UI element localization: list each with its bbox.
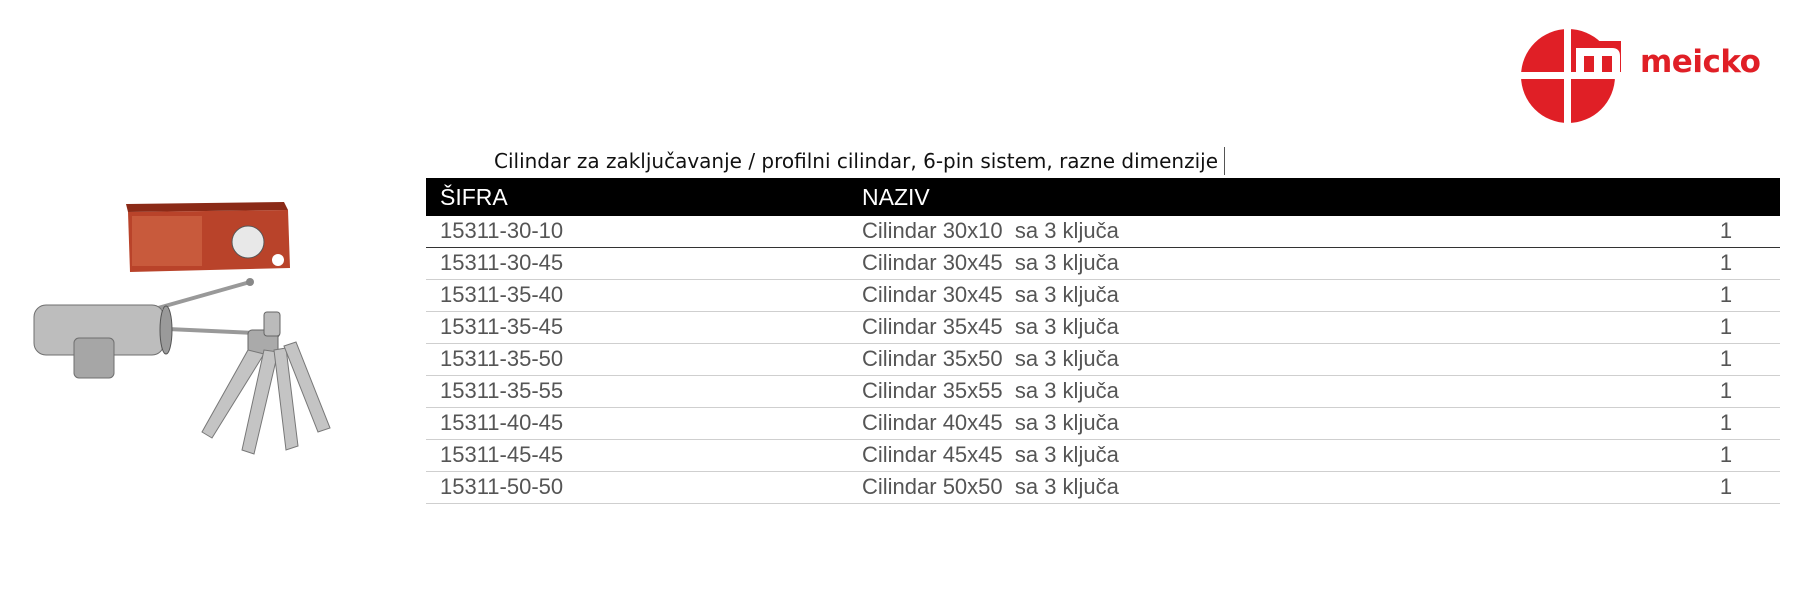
cell-qty: 1 — [1719, 474, 1733, 499]
table-row — [426, 376, 1780, 408]
cell-name: Cilindar 30x45 sa 3 ključa — [862, 282, 1119, 307]
cell-qty: 1 — [1719, 218, 1733, 243]
header-naziv: NAZIV — [862, 184, 930, 210]
cell-code: 15311-45-45 — [440, 442, 564, 467]
table-row — [426, 312, 1780, 344]
table-row — [426, 280, 1780, 312]
cell-code: 15311-30-45 — [440, 250, 564, 275]
cell-name: Cilindar 35x50 sa 3 ključa — [862, 346, 1119, 371]
cell-name: Cilindar 40x45 sa 3 ključa — [862, 410, 1119, 435]
cell-qty: 1 — [1719, 410, 1733, 435]
cell-code: 15311-35-50 — [440, 346, 564, 371]
cell-code: 15311-40-45 — [440, 410, 564, 435]
table-row — [426, 248, 1780, 280]
cell-qty: 1 — [1719, 346, 1733, 371]
cell-code: 15311-35-40 — [440, 282, 564, 307]
cell-qty: 1 — [1719, 378, 1733, 403]
cell-qty: 1 — [1719, 282, 1733, 307]
table-row — [426, 472, 1780, 504]
table-header — [426, 178, 1780, 216]
table-row — [426, 408, 1780, 440]
cell-code: 15311-35-45 — [440, 314, 564, 339]
brand-name: meicko — [1640, 44, 1761, 80]
cell-name: Cilindar 45x45 sa 3 ključa — [862, 442, 1119, 467]
cell-name: Cilindar 30x10 sa 3 ključa — [862, 218, 1119, 243]
table-row — [426, 344, 1780, 376]
cell-name: Cilindar 35x45 sa 3 ključa — [862, 314, 1119, 339]
product-table — [426, 178, 1780, 504]
cell-name: Cilindar 35x55 sa 3 ključa — [862, 378, 1119, 403]
cell-code: 15311-30-10 — [440, 218, 564, 243]
cell-qty: 1 — [1719, 314, 1733, 339]
product-caption: Cilindar za zaključavanje / profilni cilindar, 6-pin sistem, razne dimenzije — [494, 147, 1225, 175]
cell-qty: 1 — [1719, 442, 1733, 467]
cell-code: 15311-35-55 — [440, 378, 564, 403]
header-sifra: ŠIFRA — [440, 184, 508, 210]
cell-name: Cilindar 30x45 sa 3 ključa — [862, 250, 1119, 275]
table-row — [426, 440, 1780, 472]
cell-code: 15311-50-50 — [440, 474, 564, 499]
cell-qty: 1 — [1719, 250, 1733, 275]
cell-name: Cilindar 50x50 sa 3 ključa — [862, 474, 1119, 499]
table-row — [426, 216, 1780, 248]
cylinder-lock-image — [28, 200, 348, 480]
